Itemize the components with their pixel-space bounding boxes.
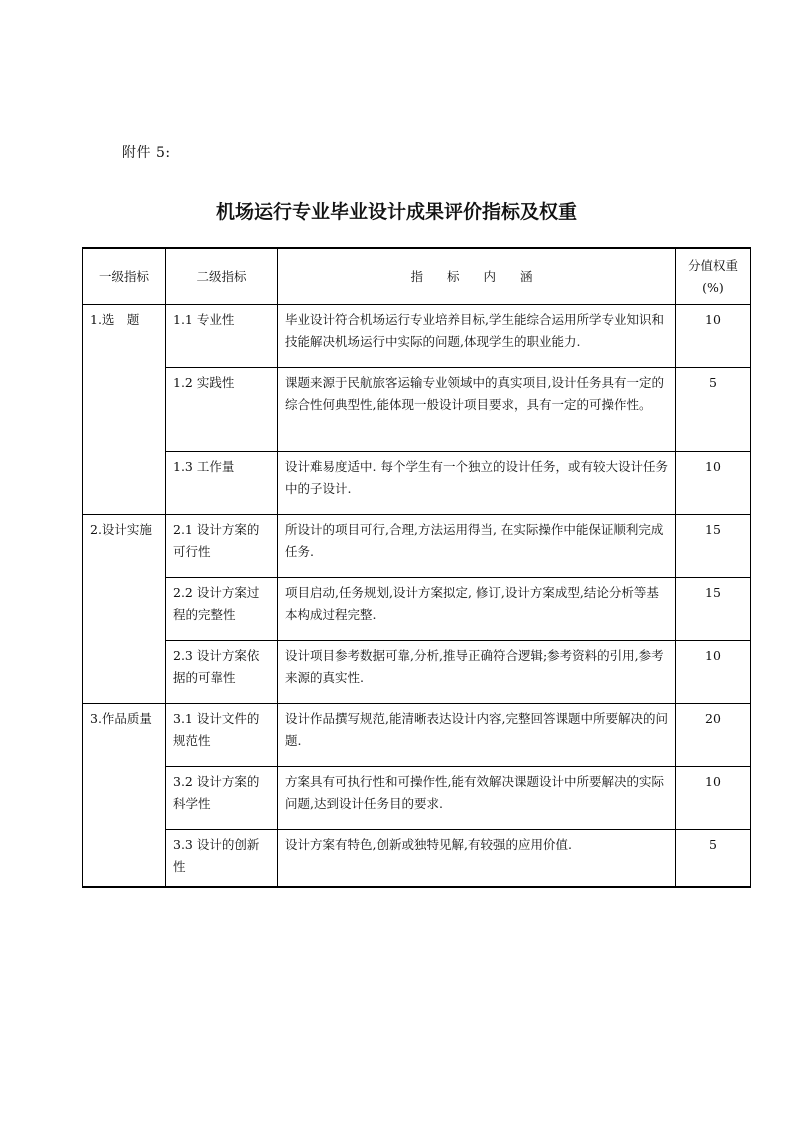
content-cell: 项目启动,任务规划,设计方案拟定, 修订,设计方案成型,结论分析等基本构成过程完整. [278,578,676,641]
table-row [83,767,751,830]
table-row [83,452,751,515]
table-row [83,578,751,641]
content-cell: 方案具有可执行性和可操作性,能有效解决课题设计中所要解决的实际问题,达到设计任务目的要求. [278,767,676,830]
attachment-label: 附件 5: [122,145,171,161]
weight-cell: 15 [676,578,751,641]
weight-cell: 10 [676,452,751,515]
content-cell: 设计项目参考数据可靠,分析,推导正确符合逻辑;参考资料的引用,参考来源的真实性. [278,641,676,704]
weight-cell: 10 [676,641,751,704]
weight-cell: 10 [676,305,751,368]
content-cell: 所设计的项目可行,合理,方法运用得当, 在实际操作中能保证顺利完成任务. [278,515,676,578]
table-row [83,641,751,704]
content-cell: 毕业设计符合机场运行专业培养目标,学生能综合运用所学专业知识和技能解决机场运行中实际的问题,体现学生的职业能力. [278,305,676,368]
weight-cell: 5 [676,368,751,452]
level2-cell: 2.2 设计方案过程的完整性 [166,578,278,641]
table-row [83,368,751,452]
weight-cell: 10 [676,767,751,830]
header-content: 指 标 内 涵 [278,248,676,305]
header-row [83,248,751,305]
level2-cell: 1.3 工作量 [166,452,278,515]
level2-cell: 3.2 设计方案的科学性 [166,767,278,830]
content-cell: 课题来源于民航旅客运输专业领域中的真实项目,设计任务具有一定的综合性何典型性,能体现一般设计项目要求，具有一定的可操作性。 [278,368,676,452]
level2-cell: 2.3 设计方案依据的可靠性 [166,641,278,704]
evaluation-table [82,247,751,888]
document-title: 机场运行专业毕业设计成果评价指标及权重 [215,201,577,223]
content-cell: 设计方案有特色,创新或独特见解,有较强的应用价值. [278,830,676,888]
level1-implementation: 2.设计实施 [83,515,166,704]
content-cell: 设计作品撰写规范,能清晰表达设计内容,完整回答课题中所要解决的问题. [278,704,676,767]
weight-cell: 5 [676,830,751,888]
table-row [83,515,751,578]
level2-cell: 2.1 设计方案的可行性 [166,515,278,578]
level1-quality: 3.作品质量 [83,704,166,888]
header-level1: 一级指标 [83,248,166,305]
content-cell: 设计难易度适中. 每个学生有一个独立的设计任务，或有较大设计任务中的子设计. [278,452,676,515]
table-row [83,704,751,767]
header-weight: 分值权重(%) [676,248,751,305]
table-row [83,830,751,888]
level2-cell: 1.1 专业性 [166,305,278,368]
header-level2: 二级指标 [166,248,278,305]
level2-cell: 3.3 设计的创新性 [166,830,278,888]
level2-cell: 3.1 设计文件的规范性 [166,704,278,767]
weight-cell: 15 [676,515,751,578]
table-row [83,305,751,368]
level2-cell: 1.2 实践性 [166,368,278,452]
weight-cell: 20 [676,704,751,767]
level1-topic: 1.选 题 [83,305,166,515]
